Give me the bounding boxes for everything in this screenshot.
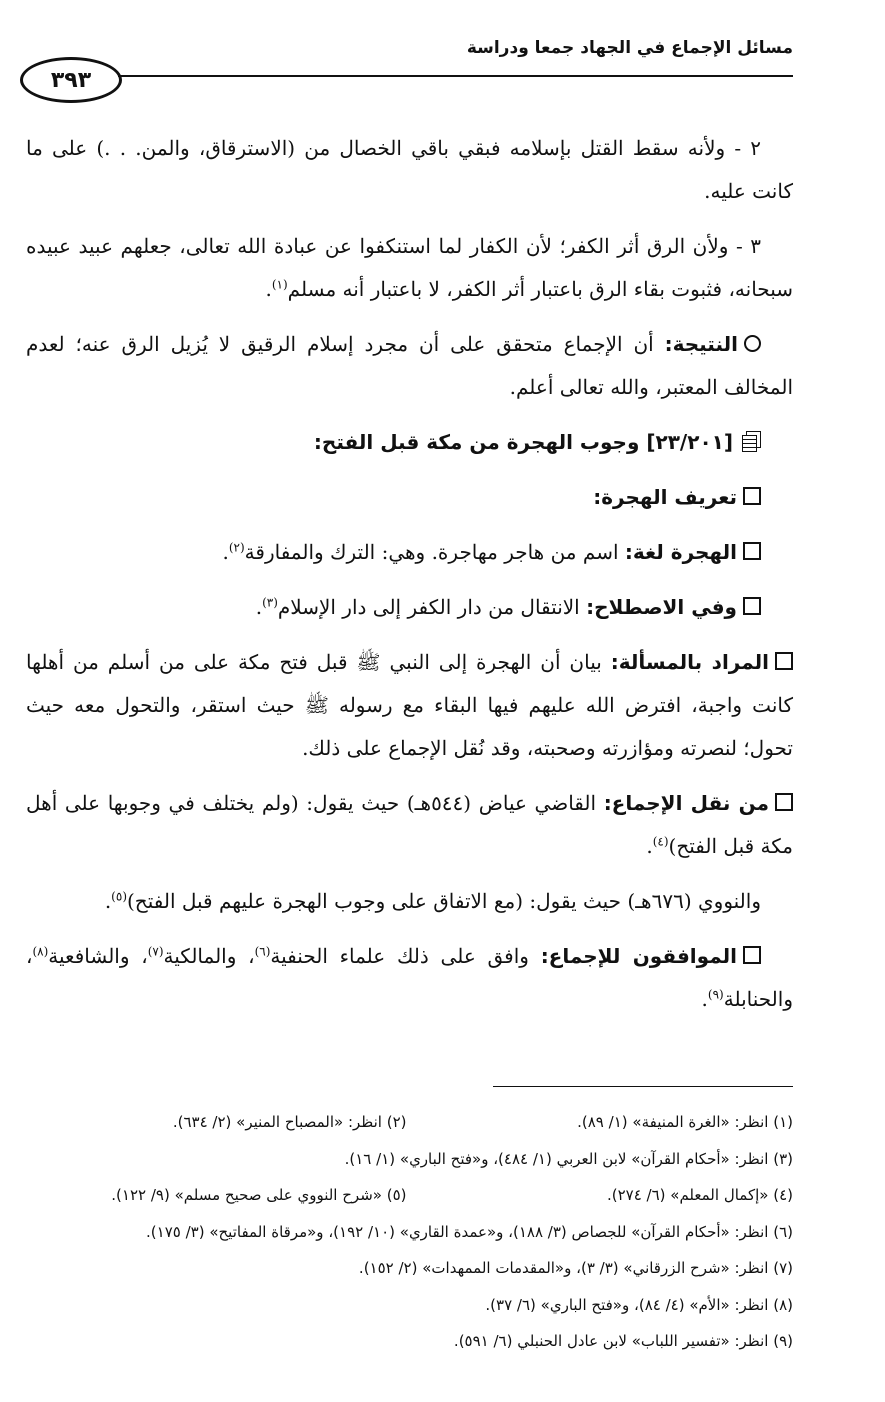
nawawi-quote: والنووي (٦٧٦هـ) حيث يقول: (مع الاتفاق على وجوب الهجرة عليهم قبل الفتح)$^{(٥)}$.: [104, 889, 761, 913]
footnote-8: (٨) انظر: «الأم» (٤/ ٨٤)، و«فتح الباري» (٦/ ٣٧).: [485, 1295, 793, 1314]
footnote-6: (٦) انظر: «أحكام القرآن» للجصاص (٣/ ١٨٨)، و«عمدة القاري» (١٠/ ١٩٢)، و«مرقاة المفاتيح» (٣/ ١٧٥).: [146, 1222, 793, 1241]
footnote-separator: [493, 1086, 793, 1087]
definition-title: تعريف الهجرة:: [26, 476, 793, 519]
technical-definition: وفي الاصطلاح: الانتقال من دار الكفر إلى دار الإسلام$^{(٣)}$.: [26, 586, 793, 629]
square-marker-icon: [743, 487, 761, 505]
running-title: مسائل الإجماع في الجهاد جمعا ودراسة: [466, 38, 793, 58]
paragraph-2: ٢ - ولأنه سقط القتل بإسلامه فبقي باقي الخصال من (الاسترقاق، والمن. . .) على ما كانت عليه.: [26, 136, 793, 203]
footnotes: [20, 1104, 793, 1360]
circle-marker-icon: [744, 335, 761, 352]
conclusion-paragraph: النتيجة: أن الإجماع متحقق على أن مجرد إسلام الرقيق لا يُزيل الرق عنه؛ لعدم المخالف المعتبر، والله تعالى أعلم.: [26, 332, 793, 399]
document-stack-icon: [741, 431, 761, 451]
footnote-row: [20, 1104, 793, 1141]
paragraph-3: ٣ - ولأن الرق أثر الكفر؛ لأن الكفار لما استنكفوا عن عبادة الله تعالى، جعلهم عبيد عبيده سبحانه، فثبوت بقاء الرق باعتبار أثر الكفر، لا باعتبار أنه مسلم$^{(١)}$.: [26, 234, 793, 301]
footnote-2: (٢) انظر: «المصباح المنير» (٢/ ٦٣٤).: [172, 1113, 407, 1131]
agreeing-scholars: الموافقون للإجماع: وافق على ذلك علماء الحنفية$^{(٦)}$، والمالكية$^{(٧)}$، والشافعية$^{(٨)}$، والحنابلة$^{(٩)}$.: [26, 944, 793, 1011]
main-text: [26, 127, 793, 1021]
square-marker-icon: [743, 542, 761, 560]
consensus-transmitters: من نقل الإجماع: القاضي عياض (٥٤٤هـ) حيث يقول: (ولم يختلف في وجوبها على أهل مكة قبل الفتح)$^{(٤)}$.: [26, 791, 793, 858]
linguistic-definition: الهجرة لغة: اسم من هاجر مهاجرة. وهي: الترك والمفارقة$^{(٢)}$.: [26, 531, 793, 574]
footnote-ref: (١): [271, 277, 288, 292]
square-marker-icon: [775, 652, 793, 670]
conclusion-label: النتيجة:: [664, 332, 738, 356]
footnote-ref: (٤): [652, 834, 669, 849]
footnote-ref: (٢): [228, 540, 245, 555]
footnote-3: (٣) انظر: «أحكام القرآن» لابن العربي (١/ ٤٨٤)، و«فتح الباري» (١/ ١٦).: [344, 1149, 793, 1168]
footnote-5: (٥) «شرح النووي على صحيح مسلم» (٩/ ١٢٢).: [111, 1186, 407, 1204]
footnote-1: (١) انظر: «الغرة المنيفة» (١/ ٨٩).: [577, 1113, 793, 1131]
page-number: ٣٩٣: [20, 57, 122, 103]
footnote-ref: (٣): [262, 595, 278, 610]
header-rule: [118, 75, 793, 77]
footnote-ref: (٥): [111, 889, 127, 904]
footnote-7: (٧) انظر: «شرح الزرقاني» (٣/ ٣)، و«المقدمات الممهدات» (٢/ ١٥٢).: [358, 1259, 793, 1277]
square-marker-icon: [743, 946, 761, 964]
issue-meaning: المراد بالمسألة: بيان أن الهجرة إلى النبي ﷺ قبل فتح مكة على من أسلم من أهلها كانت واجبة، افترض الله عليهم فيها البقاء مع رسوله ﷺ حيث استقر، والتحول معه حيث تحول؛ لنصرته ومؤازرته وصحبته، وقد نُقل الإجماع على ذلك.: [26, 650, 793, 760]
square-marker-icon: [743, 597, 761, 615]
footnote-row: [20, 1177, 793, 1214]
section-heading: [٢٣/٢٠١] وجوب الهجرة من مكة قبل الفتح:: [26, 421, 793, 464]
footnote-4: (٤) «إكمال المعلم» (٦/ ٢٧٤).: [606, 1186, 793, 1204]
footnote-9: (٩) انظر: «تفسير اللباب» لابن عادل الحنبلي (٦/ ٥٩١).: [453, 1332, 793, 1350]
square-marker-icon: [775, 793, 793, 811]
